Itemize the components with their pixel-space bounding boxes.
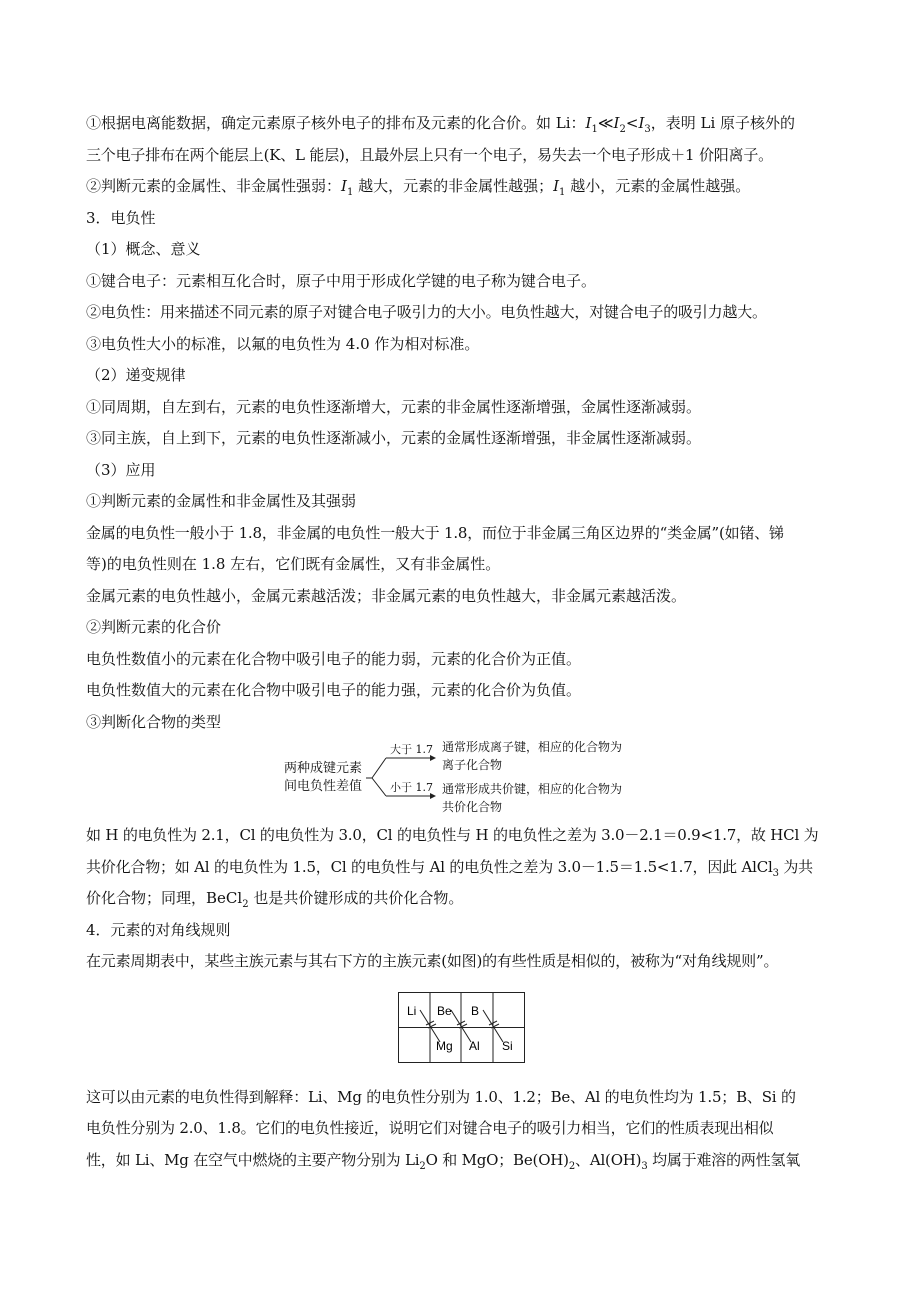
cell-si: Si [502,1038,513,1053]
bond-type-diagram [86,738,838,826]
paragraph-ionization-1 [86,108,838,140]
text: 均属于难溶的两性氢氧 [647,1150,801,1169]
diagram-left-label-1: 两种成键元素 [284,761,363,776]
diagram-upper-condition: 大于 1.7 [390,743,433,756]
paragraph-activity: 金属元素的电负性越小，金属元素越活泼；非金属元素的电负性越大，非金属元素越活泼。 [86,586,687,605]
text: 性，如 Li、Mg 在空气中燃烧的主要产物分别为 Li [86,1150,420,1169]
paragraph-positive-valence: 电负性数值小的元素在化合物中吸引电子的能力弱，元素的化合价为正值。 [86,649,582,668]
text: 、Al(OH) [575,1150,642,1169]
cell-be: Be [437,1003,452,1018]
text: < [625,114,639,132]
paragraph-hcl-example: 如 H 的电负性为 2.1，Cl 的电负性为 3.0，Cl 的电负性与 H 的电负性之差为 3.0－2.1＝0.9<1.7，故 HCl 为 [86,826,819,844]
subscript: 2 [619,124,626,135]
cell-li: Li [407,1003,417,1018]
paragraph-bonding-electron: ①键合电子：元素相互化合时，原子中用于形成化学键的电子称为键合电子。 [86,271,597,290]
text: ≪ [597,114,614,132]
symbol-i1: I [341,177,347,195]
subscript: 3 [644,124,651,135]
subscript: 1 [559,187,566,198]
paragraph-explanation-2: 电负性分别为 2.0、1.8。它们的电负性接近，说明它们对键合电子的吸引力相当，它们的性质表现出相似 [86,1119,774,1137]
section-heading-diagonal-rule: 4．元素的对角线规则 [86,920,231,939]
diagram-lower-result-2: 共价化合物 [442,800,503,814]
subscript: 3 [641,1160,648,1172]
periodic-table-snippet [398,992,528,1064]
paragraph-explanation-3 [86,1145,838,1177]
paragraph-standard: ③电负性大小的标准，以氟的电负性为 4.0 作为相对标准。 [86,334,480,353]
text: ，表明 Li 原子核外的 [650,114,796,132]
symbol-i1: I [585,114,592,132]
diagram-left-label-2: 间电负性差值 [284,779,363,794]
cell-mg: Mg [436,1038,453,1053]
text: 价化合物；同理，BeCl [86,889,243,907]
symbol-i1: I [553,177,560,195]
paragraph-diagonal-rule: 在元素周期表中，某些主族元素与其右下方的主族元素(如图)的有些性质是相似的，被称为“对角线规则”。 [86,952,779,970]
subheading-application: （3）应用 [86,460,156,479]
diagonal-table-figure [86,978,838,1082]
subheading-concept: （1）概念、意义 [86,240,201,258]
text: O 和 MgO；Be(OH) [425,1150,569,1169]
subscript: 1 [346,187,354,198]
diagram-upper-result-2: 离子化合物 [442,758,503,772]
text: ①根据电离能数据，确定元素原子核外电子的排布及元素的化合价。如 Li： [86,114,586,132]
diagram-lower-result-1: 通常形成共价键，相应的化合物为 [442,782,623,796]
paragraph-app-3: ③判断化合物的类型 [86,712,222,731]
text: ②判断元素的金属性、非金属性强弱： [86,177,342,195]
paragraph-metalloid: 等)的电负性则在 1.8 左右，它们既有金属性，又有非金属性。 [86,555,501,573]
paragraph-alcl3-example [86,852,838,884]
paragraph-app-1: ①判断元素的金属性和非金属性及其强弱 [86,492,357,510]
text: 共价化合物；如 Al 的电负性为 1.5，Cl 的电负性与 Al 的电负性之差为 3.0－1.5＝1.5<1.7，因此 AlCl [86,857,773,876]
paragraph-period-trend: ①同周期，自左到右，元素的电负性逐渐增大，元素的非金属性逐渐增强，金属性逐渐减弱。 [86,397,702,416]
symbol-i2: I [613,114,620,132]
diagram-upper-result-1: 通常形成离子键，相应的化合物为 [442,740,623,754]
section-heading-electronegativity: 3．电负性 [86,208,156,227]
subscript: 2 [242,899,249,910]
subscript: 1 [591,124,598,135]
text: 也是共价键形成的共价化合物。 [248,889,464,907]
text: 为共 [778,857,813,876]
paragraph-app-2: ②判断元素的化合价 [86,618,222,636]
subscript: 2 [568,1160,576,1172]
paragraph-ionization-3 [86,171,838,203]
paragraph-ionization-2: 三个电子排布在两个能层上(K、L 能层)，且最外层上只有一个电子，易失去一个电子形成＋1 价阳离子。 [86,145,773,164]
text: 越小，元素的金属性越强。 [565,177,751,195]
diagram-lower-condition: 小于 1.7 [390,781,433,794]
subheading-trend: （2）递变规律 [86,366,186,384]
cell-al: Al [469,1038,480,1053]
symbol-i3: I [638,114,645,132]
subscript: 3 [772,867,779,879]
subscript: 2 [419,1160,426,1172]
paragraph-metal-en: 金属的电负性一般小于 1.8，非金属的电负性一般大于 1.8，而位于非金属三角区边界的“类金属”(如锗、锑 [86,523,784,542]
paragraph-electronegativity-def: ②电负性：用来描述不同元素的原子对键合电子吸引力的大小。电负性越大，对键合电子的吸引力越大。 [86,303,767,321]
paragraph-group-trend: ③同主族，自上到下，元素的电负性逐渐减小，元素的金属性逐渐增强，非金属性逐渐减弱。 [86,429,702,447]
document-page [86,108,838,1176]
text: 越大，元素的非金属性越强； [353,177,554,195]
cell-b: B [471,1003,480,1018]
paragraph-becl2-example [86,883,838,915]
paragraph-explanation-1: 这可以由元素的电负性得到解释：Li、Mg 的电负性分别为 1.0、1.2；Be、Al 的电负性均为 1.5；B、Si 的 [86,1087,796,1106]
paragraph-negative-valence: 电负性数值大的元素在化合物中吸引电子的能力强，元素的化合价为负值。 [86,681,582,699]
